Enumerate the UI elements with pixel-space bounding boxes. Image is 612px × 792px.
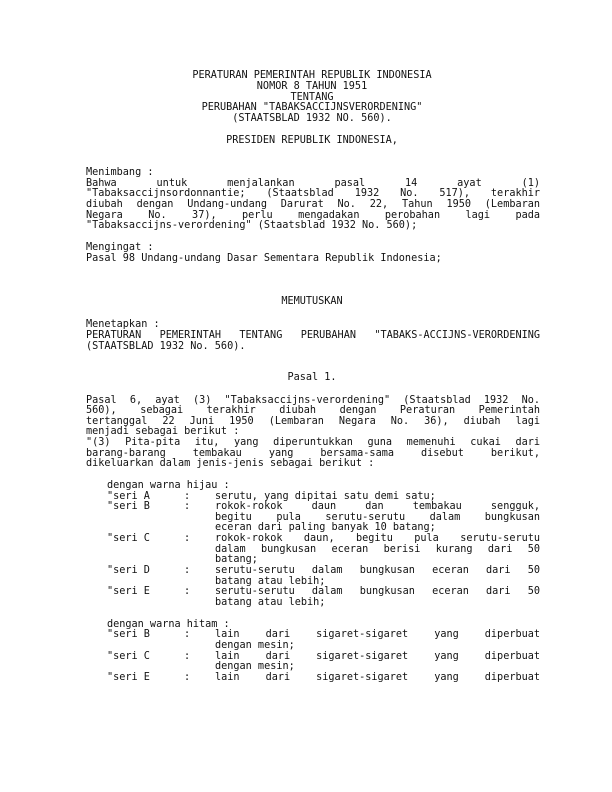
seri-desc-line: dalam bungkusan eceran berisi kurang dari 50 (215, 544, 540, 555)
president-heading: PRESIDEN REPUBLIK INDONESIA, (226, 135, 398, 146)
menetapkan-line-1: PERATURAN PEMERINTAH TENTANG PERUBAHAN "TABAKS-ACCIJNS-VERORDENING (86, 330, 540, 341)
pasal-1-line-5: "(3) Pita-pita itu, yang diperuntukkan guna memenuhi cukai dari (86, 437, 540, 448)
seri-key: "seri C (107, 651, 150, 662)
seri-desc-line: serutu, yang dipitai satu demi satu; (215, 491, 436, 502)
memutuskan-heading: MEMUTUSKAN (281, 296, 343, 307)
seri-key: "seri C (107, 533, 150, 544)
colon: : (184, 672, 191, 683)
colon: : (184, 565, 191, 576)
hitam-heading: dengan warna hitam : (107, 619, 230, 630)
pasal-1-line-3: tertanggal 22 Juni 1950 (Lembaran Negara No. 36), diubah lagi (86, 416, 540, 427)
colon: : (184, 629, 191, 640)
menimbang-line-2: "Tabaksaccijnsordonnantie; (Staatsblad 1932 No. 517), terakhir (86, 188, 540, 199)
menimbang-line-1: Bahwa untuk menjalankan pasal 14 ayat (1) (86, 178, 540, 189)
title-line-5: (STAATSBLAD 1932 NO. 560). (232, 113, 392, 124)
hijau-heading: dengan warna hijau : (107, 480, 230, 491)
seri-key: "seri B (107, 629, 150, 640)
seri-key: "seri D (107, 565, 150, 576)
seri-desc-line: batang; (215, 554, 258, 565)
seri-desc-line: lain dari sigaret-sigaret yang diperbuat (215, 651, 540, 662)
pasal-1-line-4: menjadi sebagai berikut : (86, 426, 240, 437)
pasal-1-line-6: barang-barang tembakau yang bersama-sama disebut berikut, (86, 448, 540, 459)
mengingat-text: Pasal 98 Undang-undang Dasar Sementara Republik Indonesia; (86, 253, 442, 264)
pasal-1-line-2: 560), sebagai terakhir diubah dengan Peraturan Pemerintah (86, 405, 540, 416)
seri-desc-line: begitu pula serutu-serutu dalam bungkusan (215, 512, 540, 523)
seri-desc-line: eceran dari paling banyak 10 batang; (215, 522, 436, 533)
seri-desc-line: batang atau lebih; (215, 597, 326, 608)
colon: : (184, 533, 191, 544)
seri-key: "seri E (107, 586, 150, 597)
colon: : (184, 501, 191, 512)
colon: : (184, 491, 191, 502)
title-line-3: TENTANG (290, 92, 334, 103)
seri-desc-line: lain dari sigaret-sigaret yang diperbuat (215, 672, 540, 683)
menetapkan-line-2: (STAATSBLAD 1932 No. 560). (86, 341, 246, 352)
title-line-2: NOMOR 8 TAHUN 1951 (256, 81, 368, 92)
pasal-1-line-1: Pasal 6, ayat (3) "Tabaksaccijns-verordening" (Staatsblad 1932 No. (86, 395, 540, 406)
menimbang-line-3: diubah dengan Undang-undang Darurat No. 22, Tahun 1950 (Lembaran (86, 199, 540, 210)
seri-key: "seri E (107, 672, 150, 683)
menimbang-label: Menimbang : (86, 167, 154, 178)
seri-desc-line: serutu-serutu dalam bungkusan eceran dari 50 (215, 586, 540, 597)
colon: : (184, 651, 191, 662)
title-line-1: PERATURAN PEMERINTAH REPUBLIK INDONESIA (192, 70, 432, 81)
seri-desc-line: dengan mesin; (215, 640, 295, 651)
title-line-4: PERUBAHAN "TABAKSACCIJNSVERORDENING" (201, 102, 423, 113)
seri-desc-line: serutu-serutu dalam bungkusan eceran dari 50 (215, 565, 540, 576)
menimbang-line-4: Negara No. 37), perlu mengadakan perobahan lagi pada (86, 210, 540, 221)
seri-desc-line: rokok-rokok daun dan tembakau sengguk, (215, 501, 540, 512)
seri-desc-line: rokok-rokok daun, begitu pula serutu-serutu (215, 533, 540, 544)
seri-key: "seri B (107, 501, 150, 512)
mengingat-label: Mengingat : (86, 242, 154, 253)
pasal-1-heading: Pasal 1. (287, 372, 337, 383)
seri-key: "seri A (107, 491, 150, 502)
seri-desc-line: dengan mesin; (215, 661, 295, 672)
seri-desc-line: batang atau lebih; (215, 576, 326, 587)
seri-desc-line: lain dari sigaret-sigaret yang diperbuat (215, 629, 540, 640)
menimbang-line-5: "Tabaksaccijns-verordening" (Staatsblad 1932 No. 560); (86, 220, 418, 231)
pasal-1-line-7: dikeluarkan dalam jenis-jenis sebagai berikut : (86, 458, 375, 469)
menetapkan-label: Menetapkan : (86, 319, 160, 330)
colon: : (184, 586, 191, 597)
